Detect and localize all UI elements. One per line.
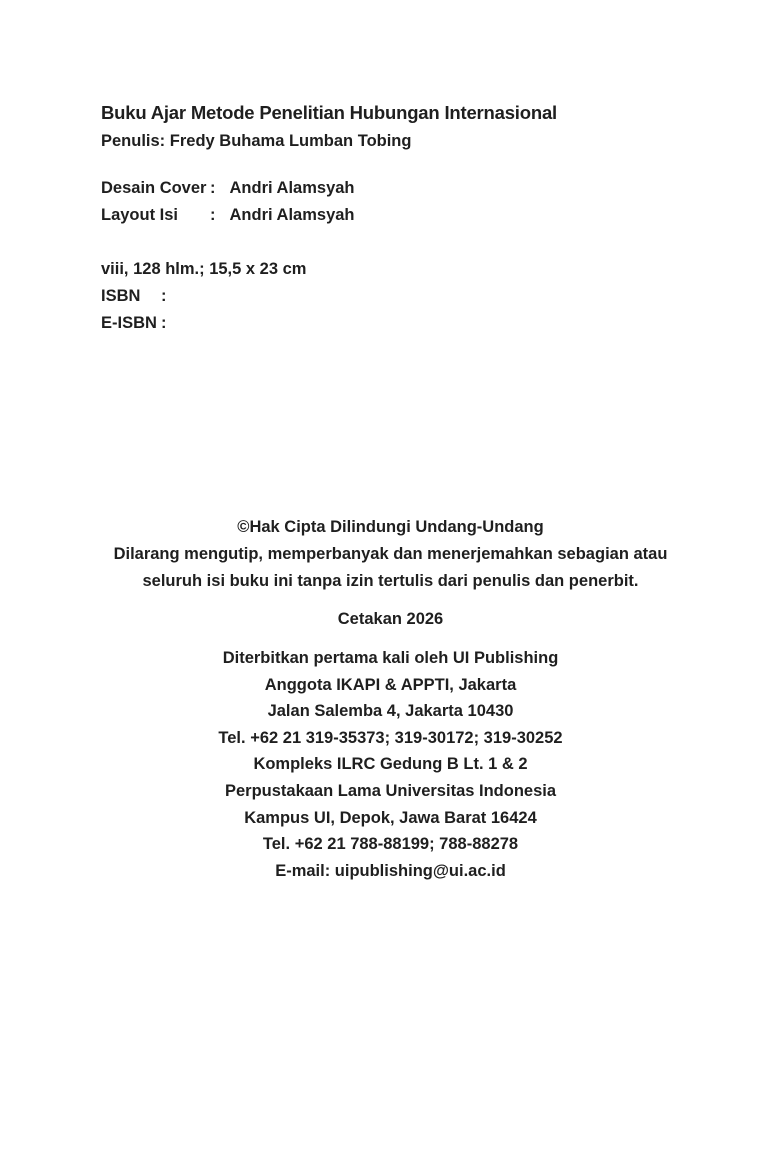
copyright-publisher-block [0, 514, 781, 884]
collation-line: viii, 128 hlm.; 15,5 x 23 cm [101, 260, 307, 278]
isbn-row [101, 283, 557, 310]
book-author-line: Penulis: Fredy Buhama Lumban Tobing [101, 132, 412, 150]
edition-line: Cetakan 2026 [337, 610, 444, 628]
copyright-notice [0, 514, 781, 595]
publisher-line: Perpustakaan Lama Universitas Indonesia [224, 781, 557, 800]
credit-separator: : [210, 179, 216, 197]
isbn-separator: : [161, 286, 167, 305]
book-title: Buku Ajar Metode Penelitian Hubungan Internasional [101, 102, 557, 123]
publisher-line: Anggota IKAPI & APPTI, Jakarta [264, 675, 517, 694]
publisher-line: Kampus UI, Depok, Jawa Barat 16424 [244, 808, 537, 827]
credit-value: Andri Alamsyah [229, 179, 355, 197]
credits-block [101, 175, 557, 228]
eisbn-separator: : [161, 313, 167, 332]
publisher-line: Diterbitkan pertama kali oleh UI Publishing [222, 649, 559, 667]
eisbn-label: E-ISBN [101, 313, 157, 332]
credit-label: Desain Cover [101, 179, 207, 197]
credit-row-layout [101, 202, 557, 229]
publisher-line: Jalan Salemba 4, Jakarta 10430 [267, 702, 514, 721]
publisher-block [0, 645, 781, 884]
specs-block [101, 256, 557, 336]
publisher-email-line: E-mail: uipublishing@ui.ac.id [275, 861, 506, 880]
eisbn-row [101, 310, 557, 337]
publisher-line: Tel. +62 21 319-35373; 319-30172; 319-30252 [218, 728, 563, 747]
isbn-label: ISBN [101, 286, 141, 305]
copyright-line: ©Hak Cipta Dilindungi Undang-Undang [237, 518, 544, 536]
credit-label: Layout Isi [101, 205, 179, 224]
copyright-line: Dilarang mengutip, memperbanyak dan menerjemahkan sebagian atau [113, 545, 668, 563]
credit-value: Andri Alamsyah [229, 205, 355, 224]
publisher-line: Tel. +62 21 788-88199; 788-88278 [262, 835, 519, 854]
publisher-line: Kompleks ILRC Gedung B Lt. 1 & 2 [253, 755, 528, 774]
copyright-line: seluruh isi buku ini tanpa izin tertulis dari penulis dan penerbit. [142, 572, 639, 590]
book-info-block [101, 98, 557, 336]
credit-separator: : [210, 205, 216, 224]
credit-row-cover-design [101, 175, 557, 202]
